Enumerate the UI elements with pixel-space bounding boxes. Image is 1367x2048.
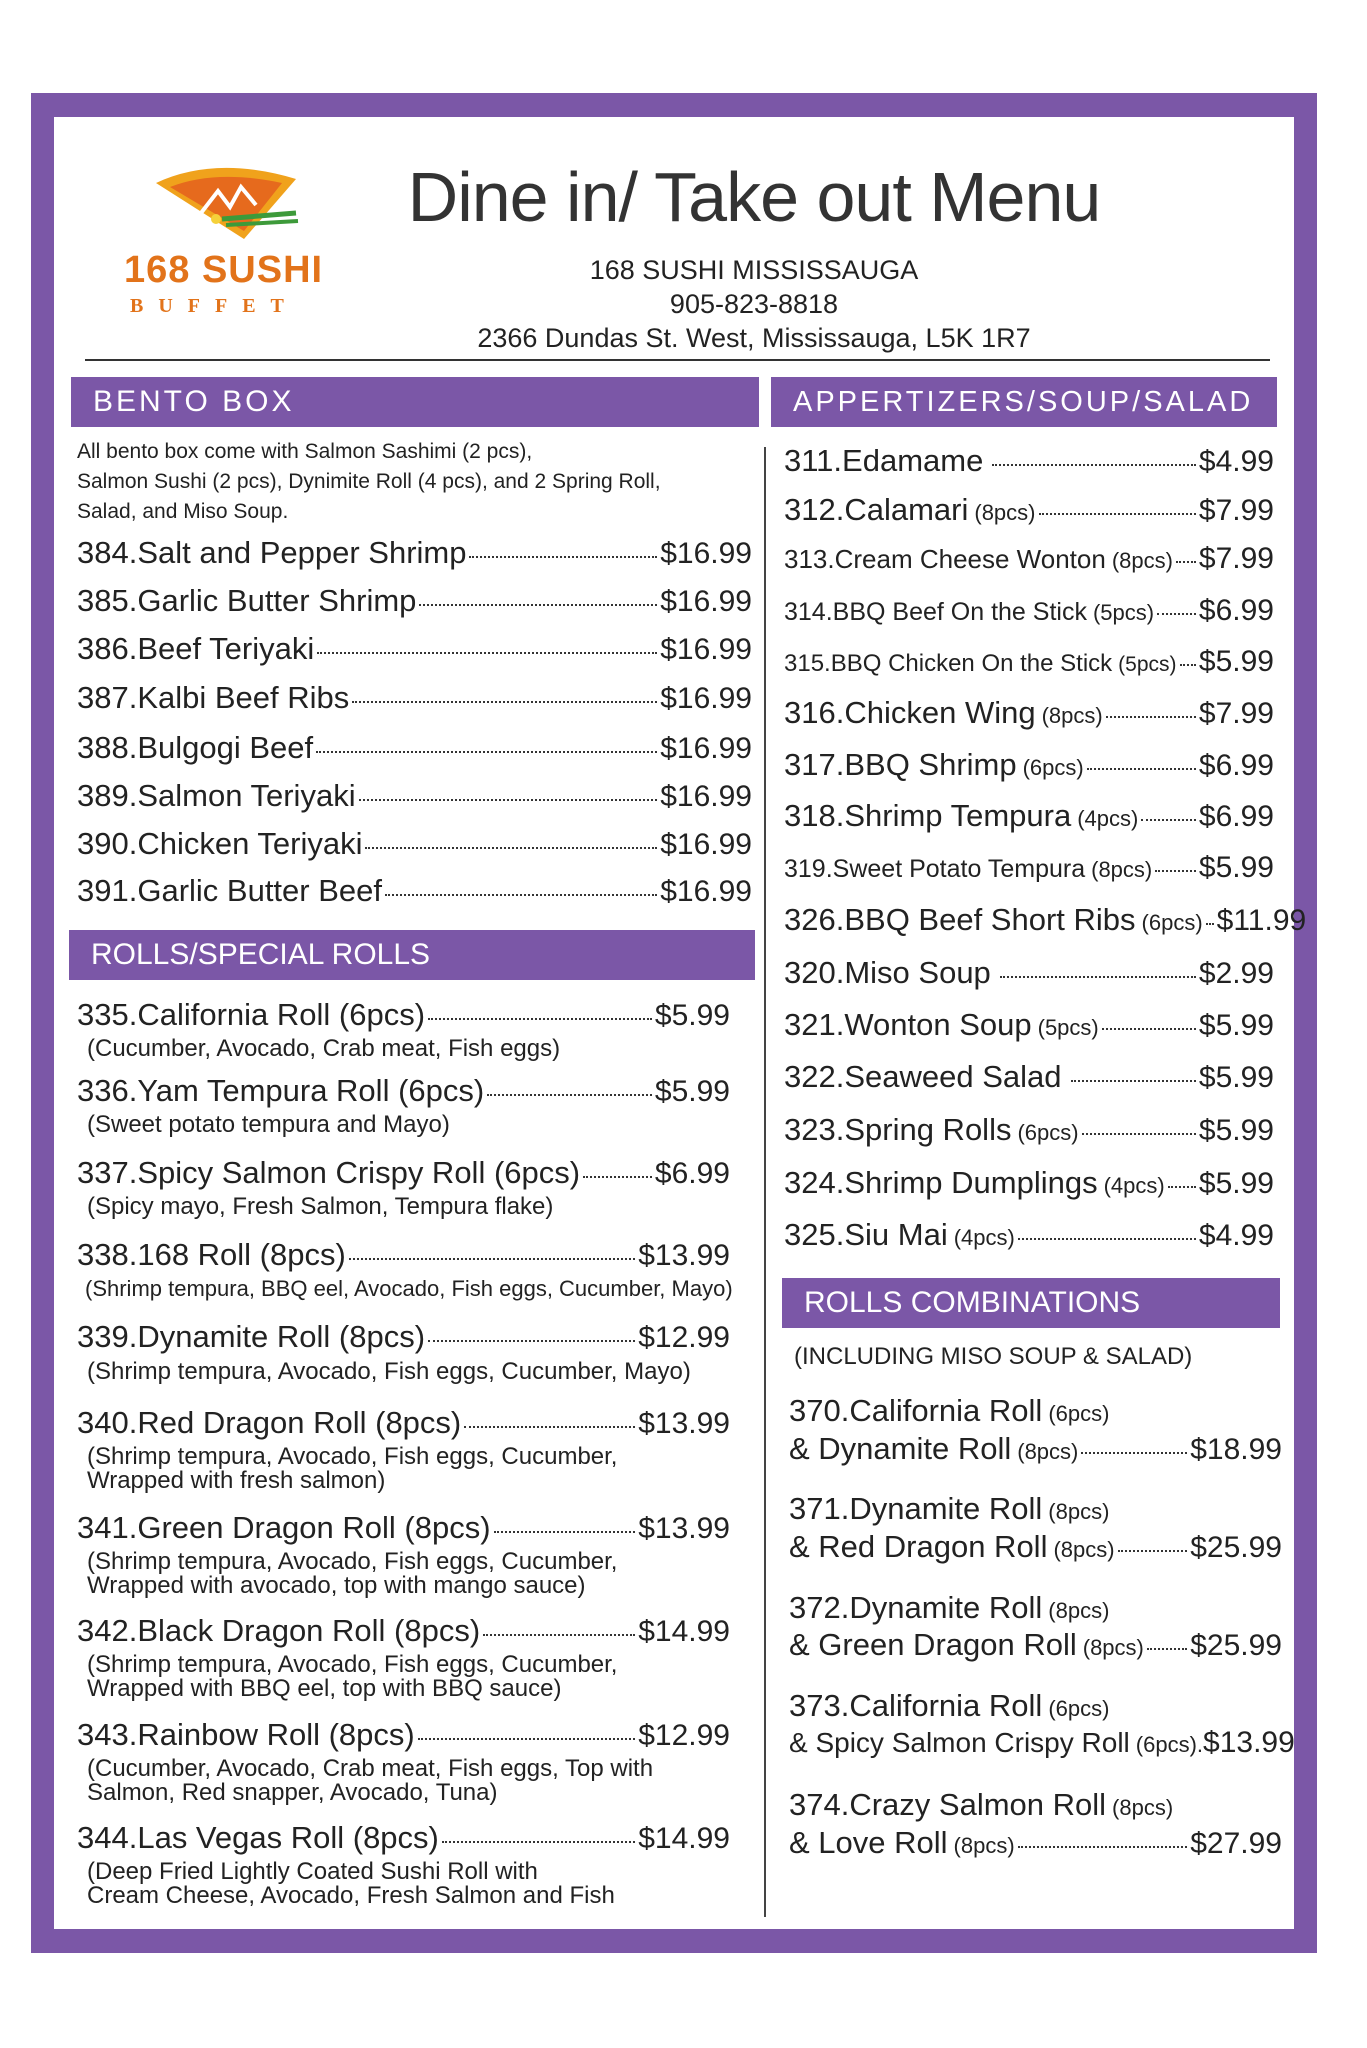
phone-line: 905-823-8818 xyxy=(669,289,839,319)
leader-dots xyxy=(352,701,657,703)
item-name: 314.BBQ Beef On the Stick xyxy=(784,598,1087,626)
item-name: 313.Cream Cheese Wonton xyxy=(784,544,1106,574)
item-name: 391.Garlic Butter Beef xyxy=(77,873,382,908)
combo-line-1 xyxy=(789,1787,1173,1823)
item-price: $16.99 xyxy=(660,780,752,813)
item-price: $5.99 xyxy=(1198,645,1274,678)
item-quantity: (4pcs) xyxy=(953,1225,1015,1250)
item-name: 385.Garlic Butter Shrimp xyxy=(77,583,417,618)
item-price: $6.99 xyxy=(1198,800,1274,833)
item-name: 317.BBQ Shrimp xyxy=(784,747,1017,782)
item-price: $16.99 xyxy=(660,875,752,908)
item-name: 384.Salt and Pepper Shrimp xyxy=(77,535,467,570)
menu-item xyxy=(784,747,1274,783)
item-description xyxy=(87,1195,553,1219)
item-name: 322.Seaweed Salad xyxy=(784,1059,1062,1094)
section-heading-rolls: ROLLS/SPECIAL ROLLS xyxy=(69,930,755,980)
logo-name: 168 SUSHI xyxy=(124,249,324,291)
item-name: & Love Roll xyxy=(789,1825,948,1860)
item-name: 338.168 Roll (8pcs) xyxy=(77,1237,346,1272)
item-description xyxy=(87,1550,617,1598)
leader-dots xyxy=(1082,1133,1196,1135)
item-name: 340.Red Dragon Roll (8pcs) xyxy=(77,1405,462,1440)
menu-paper xyxy=(54,117,1307,1929)
item-quantity: (8pcs) xyxy=(1017,1439,1079,1464)
restaurant-logo xyxy=(116,161,324,317)
menu-item xyxy=(77,1613,730,1649)
menu-item xyxy=(784,645,1274,679)
item-price: $18.99 xyxy=(1190,1433,1282,1466)
leader-dots xyxy=(1168,1186,1196,1188)
item-name: 388.Bulgogi Beef xyxy=(77,730,314,765)
item-price: $14.99 xyxy=(638,1822,730,1855)
item-quantity: (8pcs) xyxy=(1091,857,1153,882)
leader-dots xyxy=(359,799,658,801)
item-price: $5.99 xyxy=(1198,1167,1274,1200)
item-name: 318.Shrimp Tempura xyxy=(784,798,1072,833)
item-price: $12.99 xyxy=(638,1719,730,1752)
item-quantity: (6pcs) xyxy=(1048,1696,1110,1721)
item-quantity: (8pcs) xyxy=(1082,1635,1144,1660)
item-name: 320.Miso Soup xyxy=(784,955,991,990)
item-price: $13.99 xyxy=(638,1407,730,1440)
leader-dots xyxy=(469,556,657,558)
leader-dots xyxy=(1081,1452,1187,1454)
item-price: $16.99 xyxy=(660,828,752,861)
description-line: (Shrimp tempura, BBQ eel, Avocado, Fish eggs, Cucumber, Mayo) xyxy=(85,1276,733,1301)
leader-dots xyxy=(583,1176,652,1178)
description-line: (Shrimp tempura, Avocado, Fish eggs, Cucumber, xyxy=(87,1548,618,1575)
menu-item xyxy=(784,1112,1274,1148)
item-quantity: (6pcs) xyxy=(1022,755,1084,780)
item-price: $11.99 xyxy=(1216,904,1307,937)
item-price: $7.99 xyxy=(1198,542,1274,575)
bento-note-line: Salad, and Miso Soup. xyxy=(77,500,289,523)
bento-note xyxy=(77,437,661,527)
leader-dots xyxy=(494,1531,636,1533)
item-price: $6.99 xyxy=(1198,594,1274,627)
item-name: 371.Dynamite Roll xyxy=(789,1491,1043,1526)
item-name: & Spicy Salmon Crispy Roll xyxy=(789,1727,1130,1758)
menu-item xyxy=(784,492,1274,528)
item-name: 336.Yam Tempura Roll (6pcs) xyxy=(77,1073,485,1108)
menu-item xyxy=(77,730,752,766)
leader-dots xyxy=(1018,1846,1188,1848)
item-quantity: (8pcs) xyxy=(953,1833,1015,1858)
leader-dots xyxy=(1206,923,1214,925)
menu-item xyxy=(77,1237,730,1273)
leader-dots xyxy=(442,1841,635,1843)
item-price: $5.99 xyxy=(1198,1114,1274,1147)
leader-dots xyxy=(1000,976,1196,978)
item-quantity: (8pcs) xyxy=(1041,703,1103,728)
item-name: 390.Chicken Teriyaki xyxy=(77,826,363,861)
item-quantity: (5pcs) xyxy=(1092,600,1155,625)
menu-item xyxy=(789,1529,1282,1565)
logo-subtitle: BUFFET xyxy=(130,295,299,317)
leader-dots xyxy=(464,1426,635,1428)
menu-item xyxy=(77,631,752,667)
item-quantity: (8pcs) xyxy=(1048,1598,1110,1623)
leader-dots xyxy=(1147,1648,1187,1650)
menu-item xyxy=(784,542,1274,576)
item-name: 370.California Roll xyxy=(789,1393,1043,1428)
menu-item xyxy=(789,1431,1282,1467)
menu-item xyxy=(77,583,752,619)
item-price: $16.99 xyxy=(660,732,752,765)
menu-item xyxy=(77,1405,730,1441)
section-heading-combos: ROLLS COMBINATIONS xyxy=(782,1278,1280,1328)
item-price: $12.99 xyxy=(638,1321,730,1354)
description-line: (Shrimp tempura, Avocado, Fish eggs, Cucumber, xyxy=(87,1443,618,1470)
item-name: 374.Crazy Salmon Roll xyxy=(789,1787,1107,1822)
menu-item xyxy=(784,695,1274,731)
item-quantity: (5pcs) xyxy=(1037,1015,1099,1040)
combo-line-1 xyxy=(789,1688,1109,1724)
item-name: & Dynamite Roll xyxy=(789,1431,1012,1466)
item-price: $13.99 xyxy=(1203,1726,1295,1759)
item-name: 372.Dynamite Roll xyxy=(789,1590,1043,1625)
item-quantity: (8pcs) xyxy=(974,500,1036,525)
leader-dots xyxy=(365,847,657,849)
column-divider xyxy=(764,447,766,1917)
item-quantity: (4pcs) xyxy=(1077,806,1139,831)
item-quantity: (6pcs) xyxy=(1141,910,1203,935)
bento-note-line: All bento box come with Salmon Sashimi (2 pcs), xyxy=(77,440,533,463)
item-price: $16.99 xyxy=(660,537,752,570)
item-description xyxy=(87,1360,691,1384)
menu-item xyxy=(784,1165,1274,1201)
item-quantity: (8pcs) xyxy=(1048,1499,1110,1524)
menu-item xyxy=(77,680,752,716)
combo-line-1 xyxy=(789,1393,1109,1429)
description-line: (Cucumber, Avocado, Crab meat, Fish eggs, Top with xyxy=(87,1755,654,1782)
item-price: $14.99 xyxy=(638,1615,730,1648)
item-price: $16.99 xyxy=(660,585,752,618)
leader-dots xyxy=(487,1094,652,1096)
item-quantity: (8pcs) xyxy=(1111,548,1173,573)
leader-dots xyxy=(1087,768,1196,770)
description-line: (Shrimp tempura, Avocado, Fish eggs, Cucumber, xyxy=(87,1651,618,1678)
menu-item xyxy=(784,955,1274,991)
item-price: $6.99 xyxy=(1198,749,1274,782)
leader-dots xyxy=(1176,561,1196,563)
description-line: (Shrimp tempura, Avocado, Fish eggs, Cucumber, Mayo) xyxy=(87,1358,691,1385)
item-quantity: (5pcs) xyxy=(1118,653,1177,676)
item-price: $7.99 xyxy=(1198,697,1274,730)
leader-dots xyxy=(1180,664,1196,666)
description-line: (Deep Fried Lightly Coated Sushi Roll with xyxy=(87,1858,538,1885)
menu-frame xyxy=(31,93,1317,1953)
menu-item xyxy=(77,997,730,1033)
item-name: 326.BBQ Beef Short Ribs xyxy=(784,902,1136,937)
item-quantity: (6pcs) xyxy=(1017,1120,1079,1145)
description-line: (Sweet potato tempura and Mayo) xyxy=(87,1111,450,1138)
leader-dots xyxy=(1157,613,1196,615)
menu-item xyxy=(77,778,752,814)
item-name: 323.Spring Rolls xyxy=(784,1112,1012,1147)
menu-item xyxy=(77,535,752,571)
leader-dots xyxy=(1071,1080,1196,1082)
item-description xyxy=(87,1445,617,1493)
combo-line-1 xyxy=(789,1491,1109,1527)
menu-item xyxy=(784,902,1307,938)
menu-item xyxy=(784,1059,1274,1095)
item-name: & Red Dragon Roll xyxy=(789,1529,1048,1564)
item-name: 315.BBQ Chicken On the Stick xyxy=(784,650,1113,677)
leader-dots xyxy=(428,1018,652,1020)
menu-item xyxy=(77,873,752,909)
menu-item xyxy=(784,1007,1274,1043)
leader-dots xyxy=(1155,870,1196,872)
description-line: Wrapped with BBQ eel, top with BBQ sauce) xyxy=(87,1675,562,1702)
menu-item xyxy=(77,1717,730,1753)
item-quantity: (8pcs) xyxy=(1112,1795,1174,1820)
item-name: 344.Las Vegas Roll (8pcs) xyxy=(77,1820,439,1855)
item-name: 321.Wonton Soup xyxy=(784,1007,1032,1042)
item-description xyxy=(87,1653,617,1701)
item-name: 312.Calamari xyxy=(784,492,969,527)
address-line: 2366 Dundas St. West, Mississauga, L5K 1R7 xyxy=(477,323,1031,353)
item-name: 311.Edamame xyxy=(784,443,984,478)
item-name: 335.California Roll (6pcs) xyxy=(77,997,426,1032)
menu-item xyxy=(789,1726,1295,1760)
item-name: 342.Black Dragon Roll (8pcs) xyxy=(77,1613,481,1648)
leader-dots xyxy=(1039,513,1196,515)
menu-item xyxy=(77,1155,730,1191)
item-description xyxy=(87,1860,615,1908)
leader-dots xyxy=(316,751,657,753)
menu-item xyxy=(77,826,752,862)
item-price: $5.99 xyxy=(654,999,730,1032)
item-name: 373.California Roll xyxy=(789,1688,1043,1723)
description-line: Salmon, Red snapper, Avocado, Tuna) xyxy=(87,1779,498,1806)
menu-item xyxy=(77,1820,730,1856)
description-line: Wrapped with avocado, top with mango sauce) xyxy=(87,1572,586,1599)
leader-dots xyxy=(992,464,1196,466)
menu-item xyxy=(784,1217,1274,1253)
item-price: $5.99 xyxy=(1198,1061,1274,1094)
description-line: (Spicy mayo, Fresh Salmon, Tempura flake) xyxy=(87,1193,554,1220)
item-quantity: (6pcs) xyxy=(1048,1401,1110,1426)
item-price: $6.99 xyxy=(654,1157,730,1190)
item-description xyxy=(87,1113,450,1137)
item-price: $25.99 xyxy=(1190,1531,1282,1564)
item-name: 386.Beef Teriyaki xyxy=(77,631,315,666)
item-price: $5.99 xyxy=(1198,851,1274,884)
item-name: 325.Siu Mai xyxy=(784,1217,948,1252)
page-title: Dine in/ Take out Menu xyxy=(407,158,1101,236)
item-price: $16.99 xyxy=(660,682,752,715)
leader-dots xyxy=(418,1738,636,1740)
leader-dots xyxy=(1106,716,1196,718)
leader-dots xyxy=(428,1340,635,1342)
leader-dots xyxy=(1102,1028,1196,1030)
menu-item xyxy=(789,1627,1282,1663)
combo-line-1 xyxy=(789,1590,1109,1626)
description-line: (Cucumber, Avocado, Crab meat, Fish eggs) xyxy=(87,1035,561,1062)
menu-item xyxy=(784,851,1274,885)
item-name: 341.Green Dragon Roll (8pcs) xyxy=(77,1510,491,1545)
menu-item xyxy=(77,1073,730,1109)
item-price: $7.99 xyxy=(1198,494,1274,527)
menu-item xyxy=(784,443,1274,479)
item-price: $5.99 xyxy=(1198,1009,1274,1042)
section-heading-appetizers: APPERTIZERS/SOUP/SALAD xyxy=(771,377,1277,427)
menu-item xyxy=(784,798,1274,834)
item-price: $16.99 xyxy=(660,633,752,666)
item-name: 316.Chicken Wing xyxy=(784,695,1036,730)
item-quantity: (6pcs). xyxy=(1135,1732,1204,1757)
bento-note-line: Salmon Sushi (2 pcs), Dynimite Roll (4 pcs), and 2 Spring Roll, xyxy=(77,470,661,493)
leader-dots xyxy=(317,652,657,654)
menu-item xyxy=(77,1319,730,1355)
item-description xyxy=(85,1277,733,1301)
restaurant-address xyxy=(304,253,1204,355)
item-name: 387.Kalbi Beef Ribs xyxy=(77,680,350,715)
item-name: 324.Shrimp Dumplings xyxy=(784,1165,1098,1200)
item-name: & Green Dragon Roll xyxy=(789,1627,1077,1662)
item-price: $13.99 xyxy=(638,1239,730,1272)
header-divider xyxy=(85,359,1270,361)
menu-item xyxy=(77,1510,730,1546)
item-quantity: (4pcs) xyxy=(1103,1173,1165,1198)
description-line: Cream Cheese, Avocado, Fresh Salmon and Fish xyxy=(87,1882,615,1909)
item-price: $4.99 xyxy=(1198,1219,1274,1252)
combos-note: (INCLUDING MISO SOUP & SALAD) xyxy=(794,1343,1193,1370)
item-price: $27.99 xyxy=(1190,1827,1282,1860)
leader-dots xyxy=(419,604,657,606)
item-price: $2.99 xyxy=(1198,957,1274,990)
item-description xyxy=(87,1037,560,1061)
description-line: Wrapped with fresh salmon) xyxy=(87,1467,386,1494)
leader-dots xyxy=(1018,1238,1196,1240)
menu-item xyxy=(789,1825,1282,1861)
item-name: 343.Rainbow Roll (8pcs) xyxy=(77,1717,415,1752)
leader-dots xyxy=(1141,819,1196,821)
leader-dots xyxy=(349,1258,635,1260)
item-name: 339.Dynamite Roll (8pcs) xyxy=(77,1319,426,1354)
item-name: 319.Sweet Potato Tempura xyxy=(784,855,1086,883)
item-description xyxy=(87,1757,653,1805)
item-price: $4.99 xyxy=(1198,445,1274,478)
leader-dots xyxy=(385,894,657,896)
menu-item xyxy=(784,594,1274,628)
item-price: $13.99 xyxy=(638,1512,730,1545)
address-line: 168 SUSHI MISSISSAUGA xyxy=(589,255,919,285)
item-price: $5.99 xyxy=(654,1075,730,1108)
item-quantity: (8pcs) xyxy=(1053,1537,1115,1562)
leader-dots xyxy=(1118,1550,1188,1552)
item-name: 337.Spicy Salmon Crispy Roll (6pcs) xyxy=(77,1155,581,1190)
section-heading-bento: BENTO BOX xyxy=(71,377,759,427)
item-price: $25.99 xyxy=(1190,1629,1282,1662)
leader-dots xyxy=(483,1634,635,1636)
item-name: 389.Salmon Teriyaki xyxy=(77,778,356,813)
